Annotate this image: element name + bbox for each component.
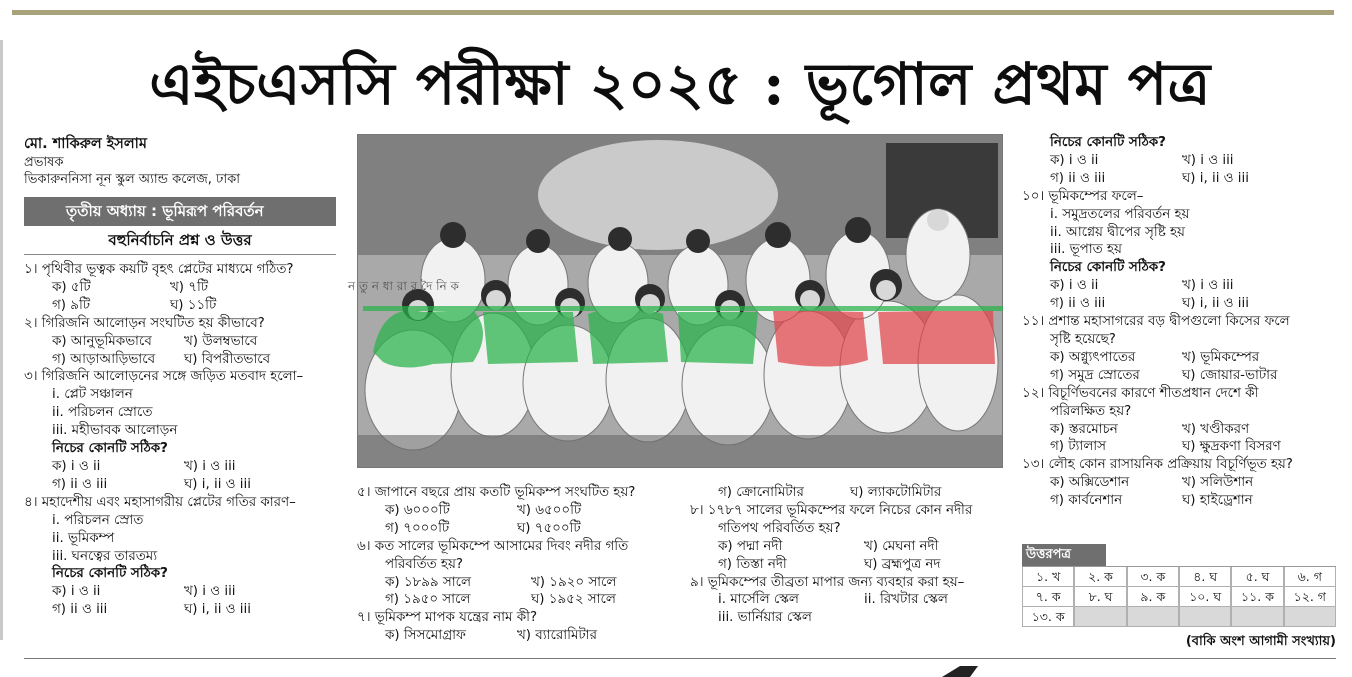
options-row [24, 476, 336, 494]
answer-cell: ৯. ক [1127, 587, 1179, 607]
answer-cell: ৭. ক [1022, 587, 1074, 607]
option: খ) i ও iii [1182, 278, 1234, 294]
option: ঘ) i, ii ও iii [1182, 296, 1249, 312]
question-1: ১। পৃথিবীর ভূত্বক কয়টি বৃহৎ প্লেটের মাধ্যমে গঠিত? [24, 262, 294, 277]
author-name: মো. শাকিরুল ইসলাম [24, 136, 147, 152]
newspaper-logo-watermark [363, 292, 1003, 374]
statement: i. প্লেট সঞ্চালন [52, 387, 133, 403]
options-row [1022, 349, 1336, 367]
answer-cell-empty [1231, 607, 1283, 627]
option: গ) ৭০০০টি [385, 520, 450, 536]
answer-cell: ৬. গ [1284, 567, 1336, 587]
options-row [1022, 152, 1336, 170]
decorative-mark-icon [940, 664, 980, 677]
answer-cell: ১০. ঘ [1179, 587, 1231, 607]
options-row [357, 502, 687, 520]
option: গ) ক্রোনোমিটার [718, 485, 804, 500]
options-row [1022, 277, 1336, 295]
answer-cell-empty [1179, 607, 1231, 627]
options-row [690, 538, 1010, 556]
option: খ) ভূমিকম্পের [1182, 349, 1260, 365]
option: ঘ) i, ii ও iii [184, 602, 251, 618]
question-8: ৮। ১৭৮৭ সালের ভূমিকম্পের ফলে নিচের কোন নদীর [690, 502, 973, 518]
question-12: ১২। বিচূর্ণিভবনের কারণে শীতপ্রধান দেশে কী [1022, 385, 1259, 401]
option: ক) আনুভূমিকভাবে [52, 333, 152, 349]
option: ক) i ও ii [1050, 152, 1099, 168]
statement: ii. ভূমিকম্প [52, 530, 115, 546]
statement: i. সমুদ্রতলের পরিবর্তন হয় [1050, 206, 1190, 222]
question-6: ৬। কত সালের ভূমিকম্পে আসামের দিবং নদীর গতি [357, 538, 629, 554]
option: ঘ) ল্যাকটোমিটার [850, 485, 942, 500]
option: ঘ) ৭৫০০টি [517, 520, 581, 536]
question-13: ১৩। লৌহ কোন রাসায়নিক প্রক্রিয়ায় বিচূর্ণিভূত হয়? [1022, 457, 1293, 473]
statement: ii. আগ্নেয় দ্বীপের সৃষ্টি হয় [1050, 224, 1185, 240]
answer-cell-empty [1127, 607, 1179, 627]
chapter-bar: তৃতীয় অধ্যায় : ভূমিরূপ পরিবর্তন [24, 197, 336, 226]
statement: iii. মহীভাবক আলোড়ন [52, 423, 178, 439]
which-correct: নিচের কোনটি সঠিক? [1050, 135, 1166, 150]
option: ঘ) ১১টি [170, 297, 217, 313]
option: ঘ) বিপরীতভাবে [184, 351, 271, 367]
option: ঘ) ব্রহ্মপুত্র নদ [864, 556, 941, 572]
options-row [357, 591, 687, 609]
options-row [690, 556, 1010, 574]
option: গ) ১৯৫০ সালে [385, 592, 471, 608]
options-row [357, 627, 687, 645]
headline: এইচএসসি পরীক্ষা ২০২৫ : ভূগোল প্রথম পত্র [149, 50, 1211, 118]
answer-cell: ৩. ক [1127, 567, 1179, 587]
options-row [24, 583, 336, 601]
question-10: ১০। ভূমিকম্পের ফলে– [1022, 188, 1144, 204]
option: খ) খণ্ডীকরণ [1182, 421, 1250, 437]
options-row [24, 279, 336, 297]
option: গ) সমুদ্র স্রোতের [1050, 367, 1140, 383]
option: ঘ) ১৯৫২ সালে [531, 592, 616, 608]
option: গ) ii ও iii [52, 476, 108, 492]
question-11-continued: সৃষ্টি হয়েছে? [1050, 331, 1116, 347]
continued-note: (বাকি অংশ আগামী সংখ্যায়) [1185, 634, 1336, 649]
options-row [1022, 367, 1336, 385]
options-row [24, 333, 336, 351]
which-correct: নিচের কোনটি সঠিক? [52, 441, 168, 457]
watermark-caption: ন তু ন ধা রা র দৈ নি ক [348, 279, 459, 293]
option: খ) ব্যারোমিটার [517, 628, 597, 644]
option: খ) ১৯২০ সালে [531, 574, 617, 590]
option: ঘ) হাইড্রেশান [1182, 493, 1253, 509]
right-column [1022, 134, 1336, 510]
answer-cell: ৪. ঘ [1179, 567, 1231, 587]
option: ক) i ও ii [52, 458, 101, 474]
question-3: ৩। গিরিজনি আলোড়নের সঙ্গে জড়িত মতবাদ হলো– [24, 369, 304, 385]
bottom-rule [24, 658, 1336, 659]
options-row [1022, 295, 1336, 313]
answer-cell: ১২. গ [1284, 587, 1336, 607]
options-row [357, 520, 687, 538]
option: খ) ৭টি [170, 279, 209, 295]
question-9: ৯। ভূমিকম্পের তীব্রতা মাপার জন্য ব্যবহার করা হয়– [690, 574, 965, 590]
question-11: ১১। প্রশান্ত মহাসাগরের বড় দ্বীপগুলো কিসের ফলে [1022, 314, 1290, 330]
answer-cell: ১১. ক [1231, 587, 1283, 607]
question-7: ৭। ভূমিকম্প মাপক যন্ত্রের নাম কী? [357, 610, 538, 626]
option: ক) ১৮৯৯ সালে [385, 574, 471, 590]
options-row [24, 601, 336, 619]
statement: iii. ভূপাত হয় [1050, 242, 1122, 258]
answer-cell: ২. ক [1074, 567, 1126, 587]
option: গ) ii ও iii [1050, 170, 1106, 186]
statement: ii. রিখটার স্কেল [864, 592, 948, 608]
option: গ) তিস্তা নদী [718, 556, 787, 572]
option: গ) ট্যালাস [1050, 439, 1107, 455]
which-correct: নিচের কোনটি সঠিক? [52, 566, 168, 582]
question-5: ৫। জাপানে বছরে প্রায় কতটি ভূমিকম্প সংঘটিত হয়? [357, 485, 636, 500]
answer-grid [1022, 566, 1336, 627]
option: গ) কার্বনেশান [1050, 493, 1123, 509]
answer-cell: ১৩. ক [1022, 607, 1074, 627]
statement: ii. পরিচলন স্রোতে [52, 405, 153, 421]
answer-cell: ৫. ঘ [1231, 567, 1283, 587]
option: ঘ) i, ii ও iii [1182, 170, 1249, 186]
options-row [1022, 170, 1336, 188]
option: ঘ) ক্ষুদ্রকণা বিসরণ [1182, 439, 1281, 455]
option: গ) আড়াআড়িভাবে [52, 351, 156, 367]
options-row [690, 484, 1010, 502]
option: খ) মেঘনা নদী [864, 538, 939, 554]
options-row [1022, 492, 1336, 510]
option: গ) ৯টি [52, 297, 91, 313]
answer-cell-empty [1284, 607, 1336, 627]
which-correct: নিচের কোনটি সঠিক? [1050, 260, 1166, 276]
statement: iii. ঘনত্বের তারতম্য [52, 548, 158, 564]
option: ক) সিসমোগ্রাফ [385, 628, 466, 644]
options-row [1022, 421, 1336, 439]
options-row [1022, 474, 1336, 492]
option: ক) i ও ii [1050, 278, 1099, 294]
options-row [357, 574, 687, 592]
option: খ) উলম্বভাবে [184, 333, 258, 349]
middle-right-column [690, 484, 1010, 627]
option: গ) ii ও iii [1050, 296, 1106, 312]
question-12-continued: পরিলক্ষিত হয়? [1050, 403, 1132, 419]
left-column [24, 134, 336, 619]
option: খ) সলিউশান [1182, 475, 1254, 491]
options-row [24, 351, 336, 369]
statement: i. পরিচলন স্রোত [52, 512, 144, 528]
option: খ) i ও iii [184, 584, 236, 600]
option: ক) পদ্মা নদী [718, 538, 783, 554]
options-row [24, 458, 336, 476]
statements-row [690, 591, 1010, 609]
option: ঘ) i, ii ও iii [184, 476, 251, 492]
middle-left-column [357, 484, 687, 645]
options-row [1022, 438, 1336, 456]
author-designation: প্রভাষক [24, 155, 64, 170]
option: খ) ৬৫০০টি [517, 502, 582, 518]
option: ক) অগ্ন্যুৎপাতের [1050, 349, 1136, 365]
page-edge [0, 40, 3, 640]
option: গ) ii ও iii [52, 602, 108, 618]
option: ক) i ও ii [52, 584, 101, 600]
author-institution: ভিকারুননিসা নূন স্কুল অ্যান্ড কলেজ, ঢাকা [24, 172, 241, 187]
option: ঘ) জোয়ার-ভাটার [1182, 367, 1278, 383]
option: ক) স্তরমোচন [1050, 421, 1118, 437]
question-2: ২। গিরিজনি আলোড়ন সংঘটিত হয় কীভাবে? [24, 315, 265, 331]
top-rule [12, 10, 1334, 15]
option: খ) i ও iii [1182, 152, 1234, 168]
question-6-continued: পরিবর্তিত হয়? [385, 556, 463, 572]
option: ক) অক্সিডেশান [1050, 475, 1130, 491]
question-4: ৪। মহাদেশীয় এবং মহাসাগরীয় প্লেটের গতির কারণ– [24, 494, 296, 510]
options-row [24, 297, 336, 315]
answer-key [1022, 544, 1336, 627]
statement: iii. ভার্নিয়ার স্কেল [718, 610, 812, 626]
question-8-continued: গতিপথ পরিবর্তিত হয়? [718, 520, 841, 536]
option: ক) ৫টি [52, 279, 91, 295]
answer-cell-empty [1074, 607, 1126, 627]
answer-key-label: উত্তরপত্র [1022, 544, 1106, 566]
option: খ) i ও iii [184, 458, 236, 474]
answer-cell: ১. খ [1022, 567, 1074, 587]
statement: i. মার্সেলি স্কেল [718, 592, 799, 608]
option: ক) ৬০০০টি [385, 502, 450, 518]
answer-cell: ৮. ঘ [1074, 587, 1126, 607]
section-title: বহুনির্বাচনি প্রশ্ন ও উত্তর [24, 226, 336, 255]
